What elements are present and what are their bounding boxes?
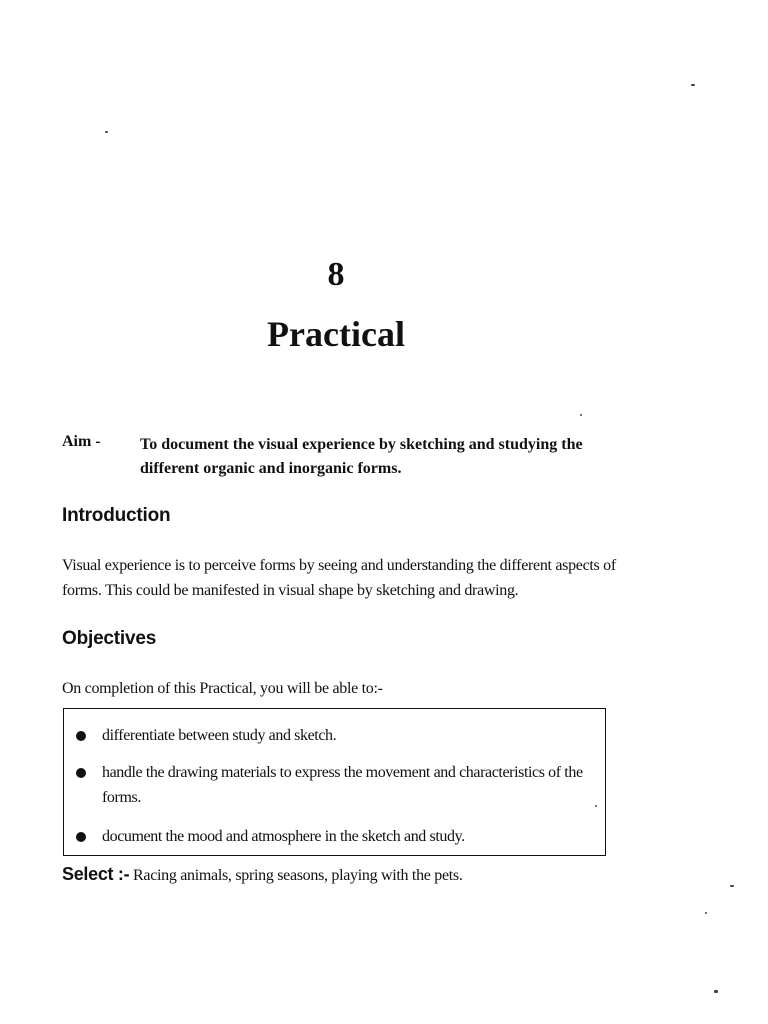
select-line (62, 864, 463, 885)
aim-label: Aim - (62, 433, 101, 450)
select-label: Select :- (62, 864, 130, 884)
aim-text: To document the visual experience by sketching and studying the different organic and inorganic forms. (140, 436, 583, 477)
chapter-title: Practical (267, 314, 405, 354)
scan-speck (730, 885, 734, 887)
scan-speck (691, 84, 695, 86)
list-item-text: handle the drawing materials to express the movement and characteristics of the forms. (102, 764, 583, 806)
list-item-text: document the mood and atmosphere in the sketch and study. (102, 828, 465, 845)
scan-speck (105, 131, 108, 133)
introduction-heading: Introduction (62, 505, 171, 526)
select-text: Racing animals, spring seasons, playing with the pets. (129, 867, 463, 884)
introduction-text: Visual experience is to perceive forms by seeing and understanding the different aspects of forms. This could be manifested in visual shape by sketching and drawing. (62, 557, 616, 599)
chapter-number: 8 (327, 256, 345, 293)
bullet-icon (76, 731, 86, 741)
scan-speck (705, 912, 707, 914)
bullet-icon (76, 768, 86, 778)
scan-speck (580, 414, 582, 416)
objectives-box (63, 708, 606, 856)
list-item-text: differentiate between study and sketch. (102, 727, 337, 744)
bullet-icon (76, 832, 86, 842)
objectives-heading: Objectives (62, 628, 157, 649)
scan-speck (714, 990, 718, 993)
objectives-lead: On completion of this Practical, you will be able to:- (62, 680, 383, 697)
